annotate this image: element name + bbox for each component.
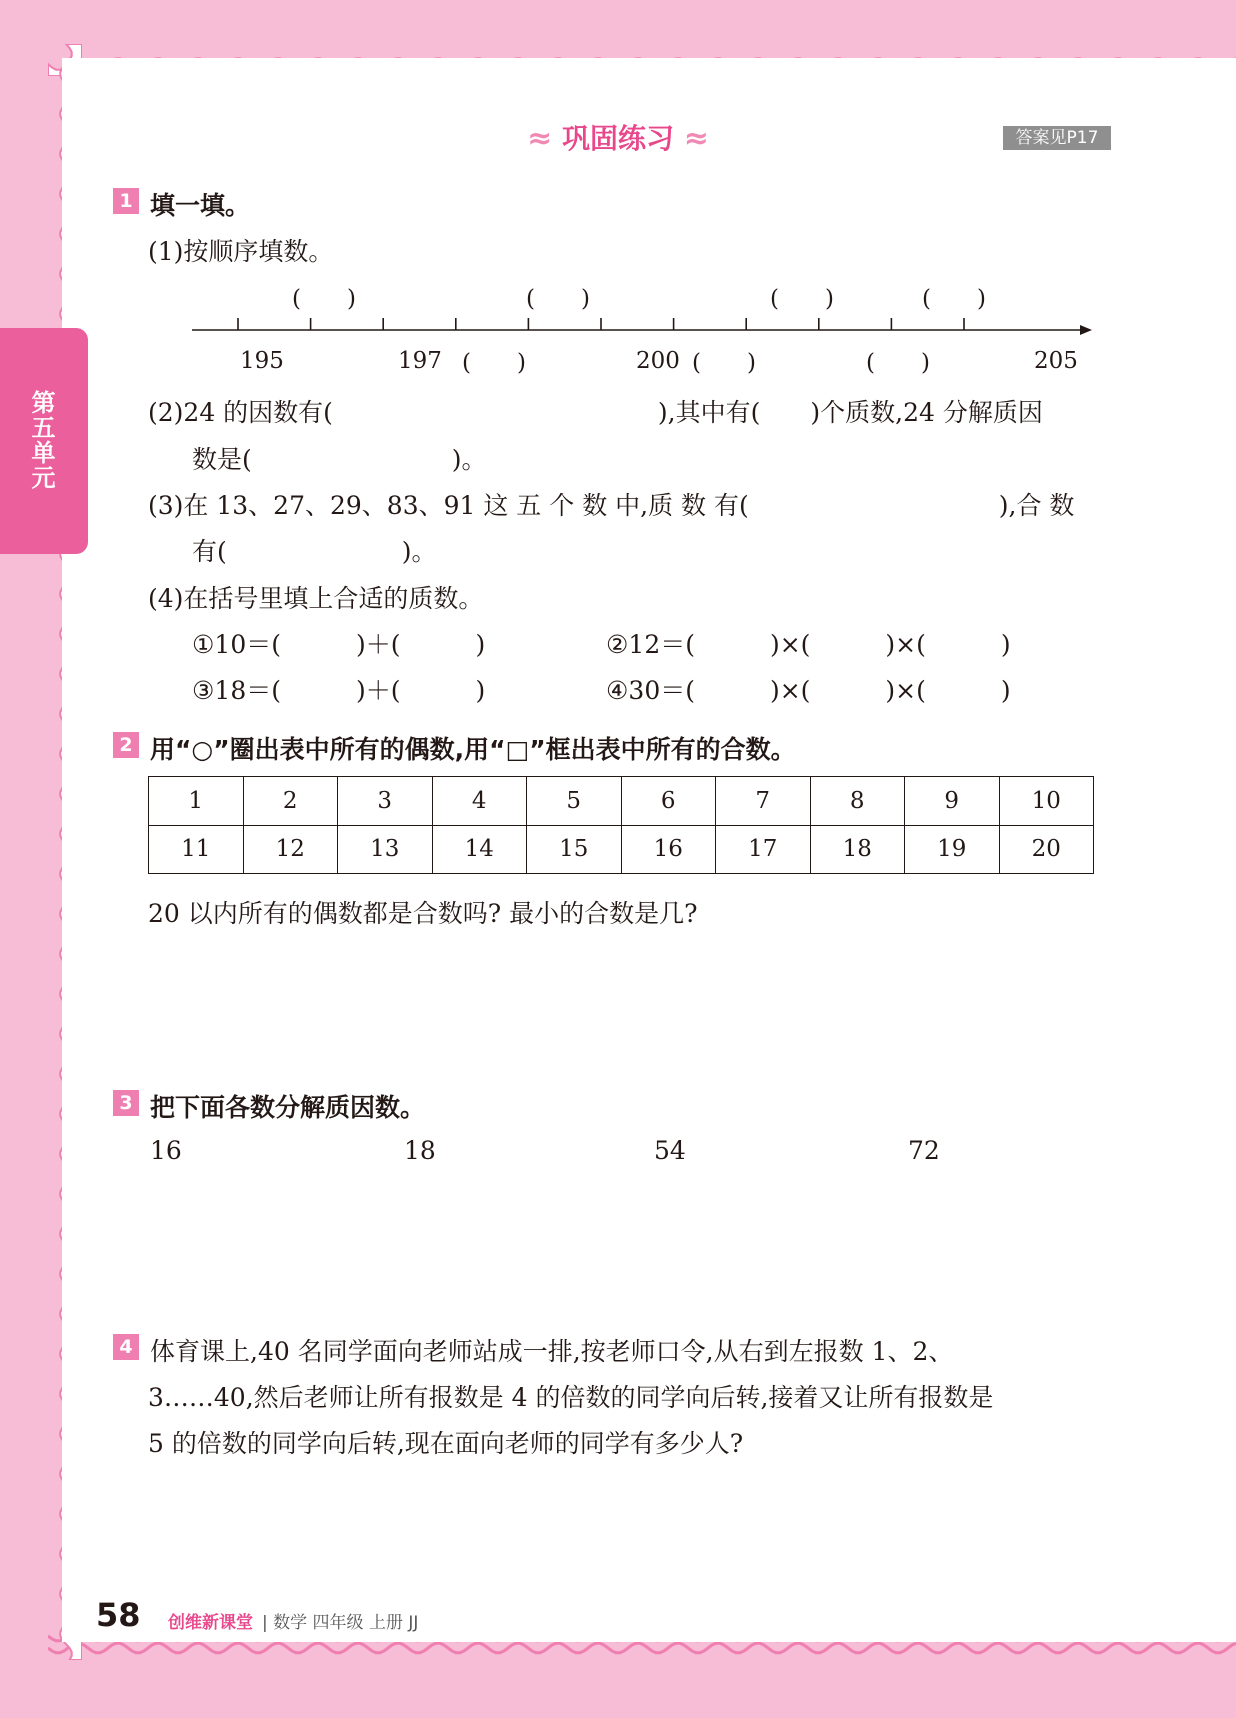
q1-equation-2: ②12＝( )×( )×( ) [606, 630, 1011, 659]
question-2-title: 用“○”圈出表中所有的偶数,用“□”框出表中所有的合数。 [150, 735, 796, 764]
number-line-blank-top-2[interactable]: ( ) [526, 286, 590, 312]
number-line-label-197: 197 [398, 348, 442, 374]
table-cell[interactable]: 19 [905, 825, 1000, 874]
table-cell[interactable]: 17 [716, 825, 811, 874]
factorize-number-16: 16 [150, 1136, 182, 1165]
q1-part2-line1: (2)24 的因数有( ),其中有( )个质数,24 分解质因 [148, 398, 1043, 427]
table-cell[interactable]: 1 [149, 777, 244, 826]
factorize-number-72: 72 [908, 1136, 940, 1165]
table-cell[interactable]: 12 [243, 825, 338, 874]
question-2-followup: 20 以内所有的偶数都是合数吗? 最小的合数是几? [148, 899, 698, 928]
number-table [148, 776, 1094, 874]
q1-equation-3: ③18＝( )＋( ) [192, 676, 486, 705]
section-title-text: 巩固练习 [561, 122, 674, 155]
q1-part3-line2: 有( )。 [192, 537, 437, 566]
title-wave-left-icon: ≈ [527, 121, 553, 156]
table-cell[interactable]: 15 [527, 825, 622, 874]
question-number-2: 2 [113, 732, 139, 758]
q1-equation-4: ④30＝( )×( )×( ) [606, 676, 1011, 705]
question-3-title: 把下面各数分解质因数。 [150, 1093, 426, 1122]
table-cell[interactable]: 16 [621, 825, 716, 874]
title-wave-right-icon: ≈ [683, 121, 709, 156]
q1-part1-label: (1)按顺序填数。 [148, 237, 334, 266]
number-line-ticks [238, 318, 964, 330]
question-4-line3: 5 的倍数的同学向后转,现在面向老师的同学有多少人? [148, 1429, 744, 1458]
table-cell[interactable]: 20 [999, 825, 1094, 874]
q1-part2-line2: 数是( )。 [192, 445, 487, 474]
table-cell[interactable]: 10 [999, 777, 1094, 826]
factorize-number-54: 54 [654, 1136, 686, 1165]
table-cell[interactable]: 13 [338, 825, 433, 874]
table-cell[interactable]: 2 [243, 777, 338, 826]
factorize-number-18: 18 [404, 1136, 436, 1165]
table-cell[interactable]: 6 [621, 777, 716, 826]
table-cell[interactable]: 11 [149, 825, 244, 874]
table-cell[interactable]: 8 [810, 777, 905, 826]
question-1-title: 填一填。 [150, 191, 251, 220]
footer-book-info: | 数学 四年级 上册 JJ [262, 1613, 419, 1633]
number-line-blank-top-1[interactable]: ( ) [292, 286, 356, 312]
table-cell[interactable]: 3 [338, 777, 433, 826]
table-cell[interactable]: 14 [432, 825, 527, 874]
number-line-label-200: 200 [636, 348, 680, 374]
number-line-blank-bottom-3[interactable]: ( ) [866, 350, 930, 376]
answer-reference-badge: 答案见P17 [1003, 126, 1111, 150]
question-4-line2: 3……40,然后老师让所有报数是 4 的倍数的同学向后转,接着又让所有报数是 [148, 1383, 994, 1412]
q1-equation-1: ①10＝( )＋( ) [192, 630, 486, 659]
q1-part4-label: (4)在括号里填上合适的质数。 [148, 584, 484, 613]
table-cell[interactable]: 4 [432, 777, 527, 826]
table-cell[interactable]: 18 [810, 825, 905, 874]
number-line-blank-top-4[interactable]: ( ) [922, 286, 986, 312]
table-cell[interactable]: 5 [527, 777, 622, 826]
page-number: 58 [96, 1596, 141, 1634]
number-line-blank-bottom-2[interactable]: ( ) [692, 350, 756, 376]
table-row [149, 825, 1094, 874]
table-cell[interactable]: 7 [716, 777, 811, 826]
unit-tab-label: 第五单元 [31, 389, 57, 492]
footer-brand: 创维新课堂 [168, 1613, 253, 1633]
question-4-line1: 体育课上,40 名同学面向老师站成一排,按老师口令,从右到左报数 1、2、 [150, 1337, 954, 1366]
table-row [149, 777, 1094, 826]
number-line-label-195: 195 [240, 348, 284, 374]
unit-side-tab [0, 328, 88, 554]
question-number-3: 3 [113, 1090, 139, 1116]
number-line-blank-bottom-1[interactable]: ( ) [462, 350, 526, 376]
question-number-4: 4 [113, 1334, 139, 1360]
number-line [186, 310, 1092, 340]
question-number-1: 1 [113, 188, 139, 214]
number-line-blank-top-3[interactable]: ( ) [770, 286, 834, 312]
q1-part3-line1: (3)在 13、27、29、83、91 这 五 个 数 中,质 数 有( ),合 数 [148, 491, 1075, 520]
number-line-label-205: 205 [1034, 348, 1078, 374]
number-line-arrow-icon [1080, 325, 1092, 335]
table-cell[interactable]: 9 [905, 777, 1000, 826]
